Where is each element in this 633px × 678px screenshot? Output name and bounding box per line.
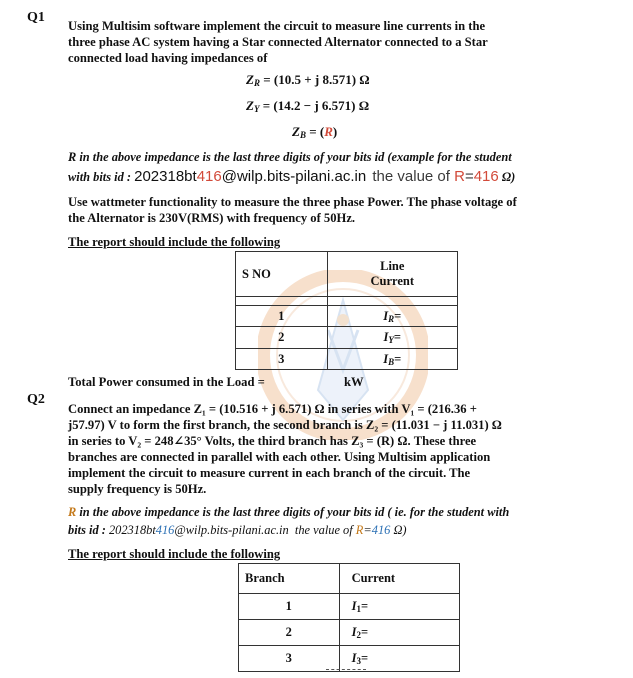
table-row [236, 327, 458, 349]
header-current: Current [339, 564, 459, 594]
row-branch: 2 [239, 620, 340, 646]
q2-line-1: Connect an impedance Z₁ = (10.516 + j 6.571) Ω in series with V₁ = (216.36 + [68, 402, 477, 416]
row-branch: 1 [239, 594, 340, 620]
q1-note-line-1: R in the above impedance is the last three digits of your bits id (example for the student [68, 150, 512, 164]
row-current-i3: $I_3=$ [339, 646, 459, 672]
row-current-iy: $I_Y=$ [327, 327, 457, 349]
row-current-ir: $I_R=$ [327, 306, 457, 327]
spacer-cell [327, 297, 457, 306]
q2-line-2: j57.97) V to form the first branch, the second branch is Z₂ = (11.031 − j 11.031) Ω [68, 418, 502, 432]
q1-intro-line-1: Using Multisim software implement the circuit to measure line currents in the [68, 19, 486, 33]
q2-label: Q2 [27, 392, 45, 407]
row-branch: 3 [239, 646, 340, 672]
q1-report-label: The report should include the following [68, 235, 281, 249]
table-row [239, 620, 460, 646]
equation-zy: $Z_Y = (14.2 - j$ 6.571) Ω [246, 98, 370, 114]
header-sno: S NO [236, 252, 328, 297]
row-sno: 2 [236, 327, 328, 349]
table-row [239, 646, 460, 672]
q2-line-3: in series to V₂ = 248∠35° Volts, the third branch has Z₃ = (R) Ω. These three [68, 434, 477, 448]
q1-wattmeter-line-2: the Alternator is 230V(RMS) with frequency of 50Hz. [68, 211, 356, 225]
header-branch: Branch [239, 564, 340, 594]
row-current-ib: $I_B=$ [327, 349, 457, 370]
page-bottom-dashes [326, 669, 366, 670]
header-line-current: Line Current [327, 252, 457, 297]
q2-line-4: branches are connected in parallel with each other. Using Multisim application [68, 450, 491, 464]
row-sno: 3 [236, 349, 328, 370]
equation-zr: $Z_R = (10.5 + j$ 8.571) Ω [246, 72, 370, 88]
spacer-cell [236, 297, 328, 306]
table-row [236, 349, 458, 370]
q1-total-power: Total Power consumed in the Load = [68, 375, 265, 389]
q1-wattmeter-text [68, 194, 578, 226]
row-sno: 1 [236, 306, 328, 327]
q2-line-6: supply frequency is 50Hz. [68, 482, 207, 496]
q2-note-line-2: bits id : 202318bt416@wilp.bits-pilani.ac.in the value of R=416 Ω) [68, 523, 407, 537]
q2-report-label: The report should include the following [68, 547, 281, 561]
q2-branch-current-table [238, 563, 460, 672]
q1-intro [68, 18, 578, 66]
q2-problem-text [68, 401, 578, 497]
table-row [239, 594, 460, 620]
q1-wattmeter-line-1: Use wattmeter functionality to measure the three phase Power. The phase voltage of [68, 195, 517, 209]
row-current-i2: $I_2=$ [339, 620, 459, 646]
q1-line-current-table [235, 251, 458, 370]
q1-note [68, 149, 578, 185]
q1-note-line-2: with bits id : 202318bt416@wilp.bits-pilani.ac.in the value of R=416 Ω) [68, 168, 516, 185]
q2-note-line-1: R in the above impedance is the last three digits of your bits id ( ie. for the student with [68, 505, 510, 519]
equation-zb: $Z_B = (R)$ [292, 124, 338, 140]
q2-line-5: implement the circuit to measure current in each branch of the circuit. The [68, 466, 471, 480]
table-row [236, 306, 458, 327]
q1-label: Q1 [27, 10, 45, 25]
q1-total-power-unit: kW [344, 375, 364, 389]
q1-intro-line-3: connected load having impedances of [68, 51, 268, 65]
q1-intro-line-2: three phase AC system having a Star connected Alternator connected to a Star [68, 35, 488, 49]
row-current-i1: $I_1=$ [339, 594, 459, 620]
q2-note [68, 504, 578, 538]
